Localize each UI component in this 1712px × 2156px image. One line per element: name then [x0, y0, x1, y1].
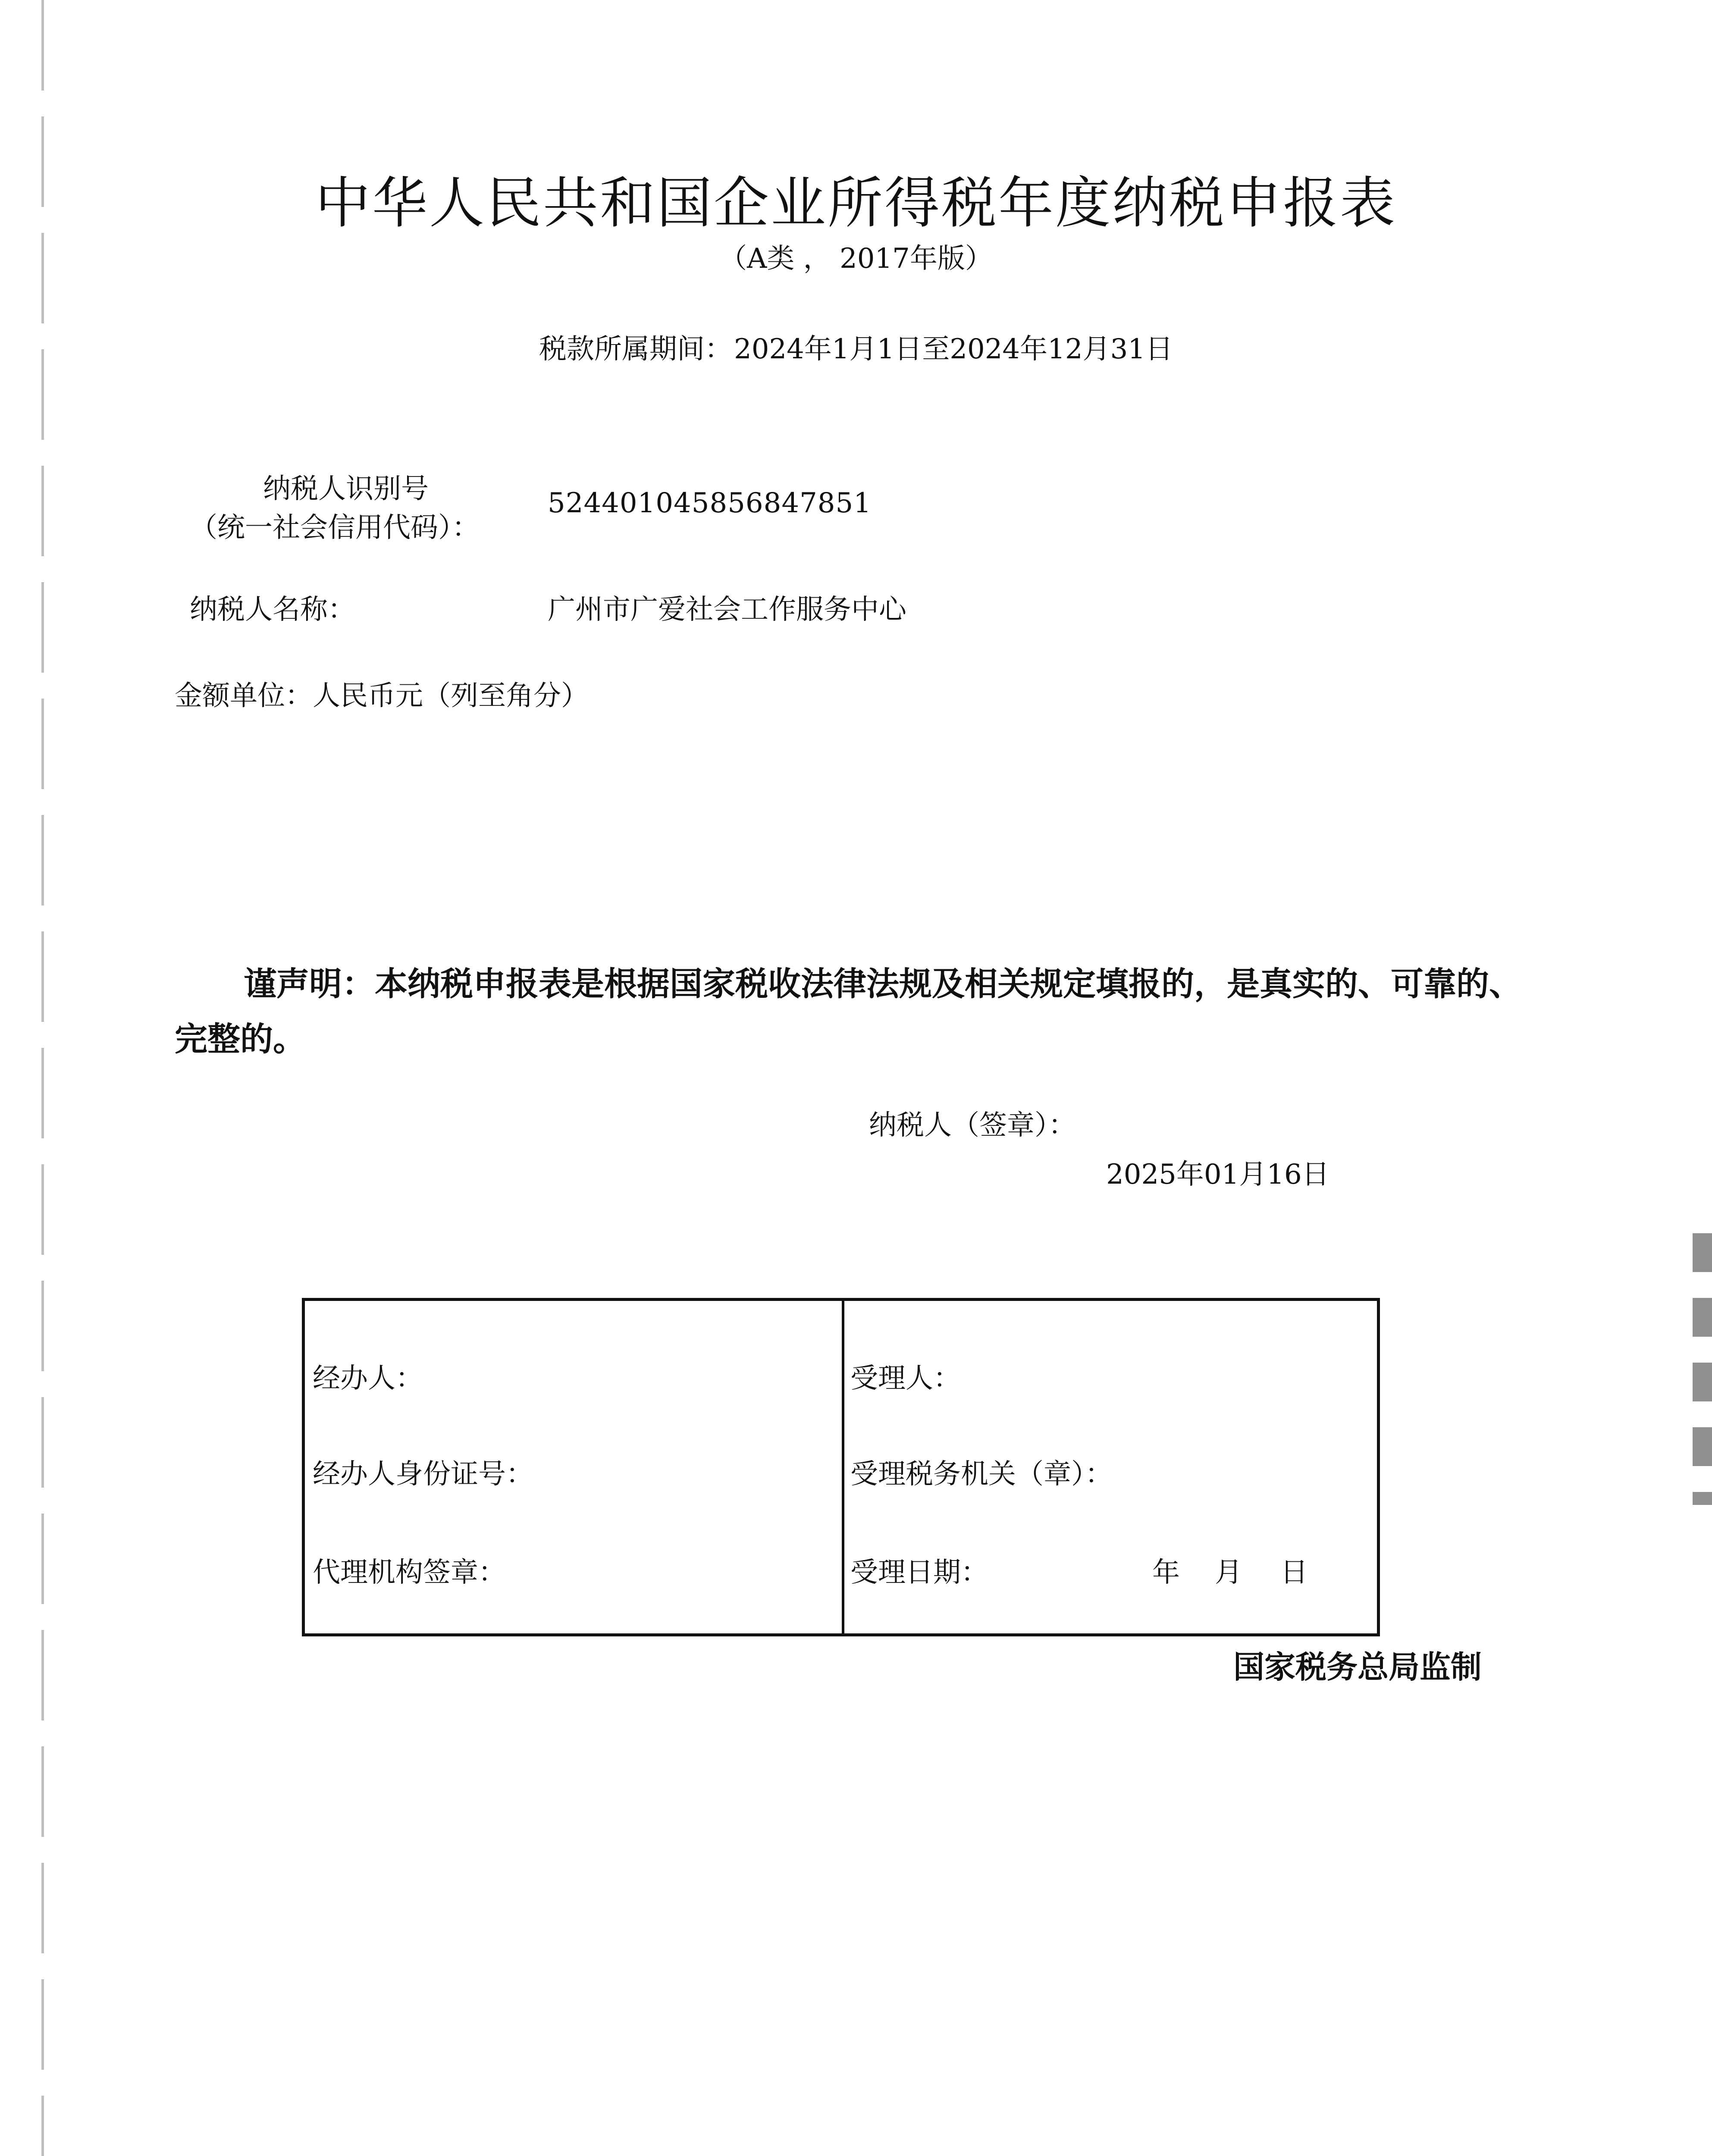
agency-seal-label: 代理机构签章： [313, 1557, 506, 1589]
taxpayer-id-sublabel: （统一社会信用代码）： [190, 512, 480, 544]
binding-edge-marks [41, 0, 44, 2156]
amount-unit: 金额单位：人民币元（列至角分） [175, 680, 589, 712]
handler-id-label: 经办人身份证号： [313, 1458, 533, 1490]
receive-date-year: 年 [1152, 1557, 1180, 1589]
form-title: 中华人民共和国企业所得税年度纳税申报表 [315, 171, 1397, 235]
declaration-date: 2025年01月16日 [1106, 1159, 1329, 1191]
receive-date-label: 受理日期： [850, 1557, 988, 1589]
box-divider [842, 1298, 844, 1636]
form-subtitle: （A类 ， 2017年版） [719, 243, 993, 275]
tax-period-label: 税款所属期间： [539, 333, 732, 365]
right-edge-stamp-fragment [1693, 1233, 1712, 1505]
tax-office-label: 受理税务机关（章）： [850, 1458, 1113, 1490]
taxpayer-name-value: 广州市广爱社会工作服务中心 [548, 594, 906, 626]
tax-period [0, 327, 1712, 367]
taxpayer-name-label: 纳税人名称： [190, 594, 355, 626]
receive-date-month: 月 [1215, 1557, 1242, 1589]
taxpayer-signature-label: 纳税人（签章）： [869, 1109, 1076, 1141]
declaration-statement: 谨声明：本纳税申报表是根据国家税收法律法规及相关规定填报的，是真实的、可靠的、完整的。 [175, 965, 1522, 1058]
supervisor-note: 国家税务总局监制 [1233, 1649, 1482, 1685]
acceptance-box [302, 1298, 1380, 1636]
receive-date-day: 日 [1280, 1557, 1308, 1589]
taxpayer-id-label: 纳税人识别号 [263, 473, 429, 505]
handler-label: 经办人： [313, 1363, 423, 1395]
taxpayer-id-value: 524401045856847851 [548, 487, 872, 519]
receiver-label: 受理人： [850, 1363, 961, 1395]
tax-period-value: 2024年1月1日至2024年12月31日 [734, 333, 1173, 365]
